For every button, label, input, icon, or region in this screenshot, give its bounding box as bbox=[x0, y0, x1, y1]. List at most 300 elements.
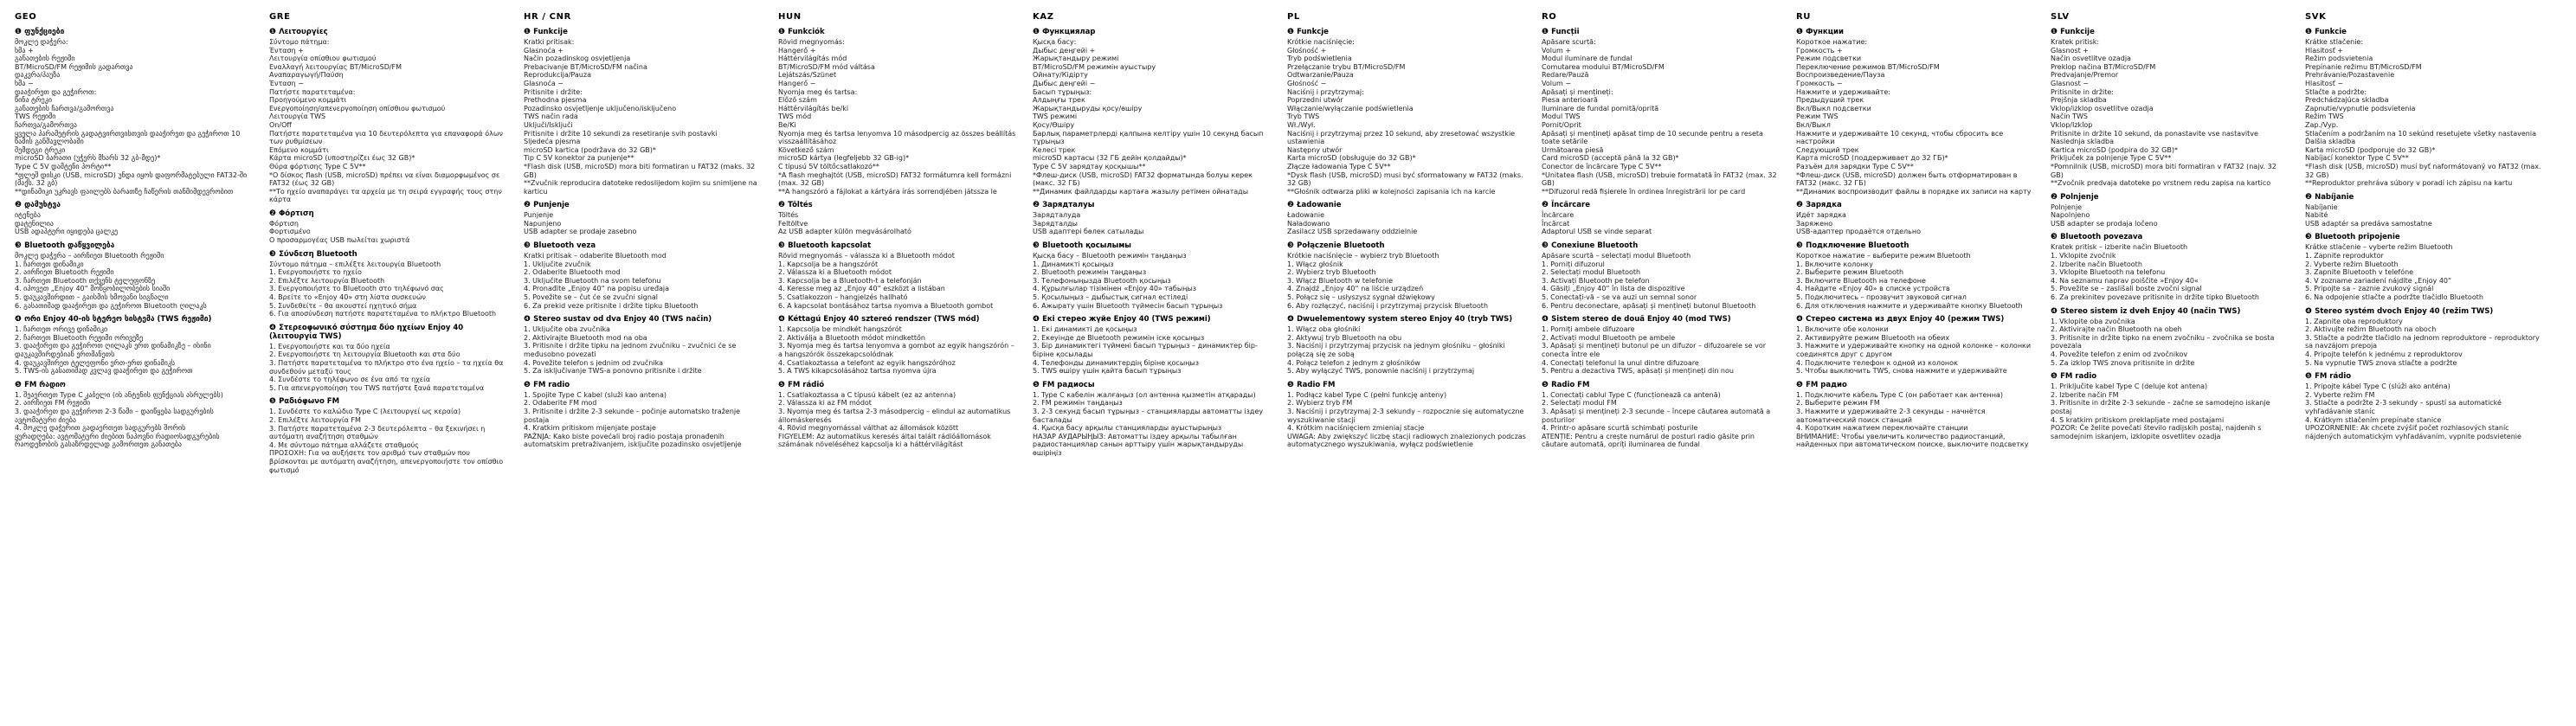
instruction-line: 2. Aktywuj tryb Bluetooth na obu bbox=[1287, 333, 1402, 342]
instruction-line: Krótkie naciśnięcie – wybierz tryb Bluetooth bbox=[1287, 252, 1439, 260]
instruction-line: Următoarea piesă bbox=[1542, 145, 1604, 154]
instruction-line: Încărcare bbox=[1542, 211, 1575, 220]
instruction-line: 3. Apăsați și mențineți butonul pe un difuzor – difuzoarele se vor conecta între ele bbox=[1542, 342, 1766, 358]
section-number-icon: ❶ bbox=[1033, 28, 1040, 36]
section-number-icon: ❷ bbox=[524, 201, 531, 210]
instruction-line: Келесі трек bbox=[1033, 145, 1076, 154]
instruction-line: 1. შეაერთეთ Type C კაბელი (ის ანტენის ფუნქციას ასრულებს) bbox=[15, 390, 223, 399]
section-title-text: Екі стерео жүйе Enjoy 40 (TWS режимі) bbox=[1042, 315, 1211, 324]
instruction-line: *Pomnilnik (USB, microSD) mora biti formatiran v FAT32 (najv. 32 GB) bbox=[2051, 162, 2277, 179]
instruction-line: Ενεργοποίηση/απενεργοποίηση οπίσθιου φωτισμού bbox=[269, 104, 446, 112]
instruction-line: FIGYELEM: Az automatikus keresés által talált rádióállomások számának növeléséhez kapcsolja ki a háttérvilágítást bbox=[778, 432, 991, 449]
instruction-line: 4. მოკლე დაჭერით გადაერთეთ სადგურებს შორის bbox=[15, 424, 186, 433]
instruction-line: **Динамик файлдарды картаға жазылу ретімен ойнатады bbox=[1033, 187, 1249, 196]
section-title-text: Conexiune Bluetooth bbox=[1551, 241, 1639, 251]
section-number-icon: ❸ bbox=[269, 249, 277, 259]
instruction-line: Pozadinsko osvjetljenje uključeno/isključeno bbox=[524, 104, 677, 112]
section-title bbox=[1033, 201, 1273, 209]
instruction-line: 4. Na seznamu naprav poiščite »Enjoy 40« bbox=[2051, 276, 2199, 285]
instruction-line: Vklop/Izklop bbox=[2051, 120, 2093, 129]
section-title-text: Funcții bbox=[1551, 28, 1580, 36]
instruction-line: Apăsați și mențineți: bbox=[1542, 87, 1613, 96]
instruction-line: 2. Aktiválja a Bluetooth módot mindkettőn bbox=[778, 333, 926, 342]
instruction-line: Қысқа басу: bbox=[1033, 38, 1077, 46]
instruction-line: Ďalšia skladba bbox=[2305, 138, 2356, 146]
instruction-line: 4. Csatlakoztassa a telefont az egyik hangszóróhoz bbox=[778, 358, 956, 367]
instruction-line: 4. Pronađite „Enjoy 40“ na popisu uređaja bbox=[524, 285, 670, 293]
section-title bbox=[524, 381, 764, 389]
instruction-line: დაკვრა/პაუზა bbox=[15, 71, 61, 80]
instruction-line: **Reproduktor prehráva súbory v poradí ich zápisu na kartu bbox=[2305, 179, 2513, 188]
section-title-text: FM rádio bbox=[2315, 372, 2352, 382]
instruction-line: Короткое нажатие – выберите режим Bluetooth bbox=[1796, 252, 1971, 260]
instruction-line: Glasnost − bbox=[2051, 79, 2090, 87]
instruction-line: 5. დაუკავშირდით – გაისმის ხმოვანი სიგნალი bbox=[15, 293, 169, 302]
instruction-line: Pritisnite in držite 10 sekund, da ponastavite vse nastavitve bbox=[2051, 129, 2258, 138]
instruction-line: 1. Vklopite zvočnik bbox=[2051, 252, 2116, 260]
section-number-icon: ❶ bbox=[269, 28, 277, 36]
instruction-line: 3. Uključite Bluetooth na svom telefonu bbox=[524, 276, 661, 285]
section-title bbox=[2051, 193, 2291, 202]
instruction-line: 2. Wybierz tryb Bluetooth bbox=[1287, 268, 1376, 277]
instruction-line: Следующий трек bbox=[1796, 145, 1859, 154]
instruction-line: 5. Za isključivanje TWS-a ponovno pritisnite i držite bbox=[524, 367, 702, 376]
section-title-text: Зарядка bbox=[1806, 201, 1842, 210]
instruction-line: Card microSD (acceptă până la 32 GB)* bbox=[1542, 154, 1679, 163]
instruction-line: 3. Телефоныңызда Bluetooth қосыңыз bbox=[1033, 276, 1171, 285]
instruction-line: 5. Połącz się – usłyszysz sygnał dźwiękowy bbox=[1287, 293, 1435, 302]
instruction-line: **Głośnik odtwarza pliki w kolejności zapisania ich na karcie bbox=[1287, 187, 1496, 196]
language-code: PL bbox=[1287, 12, 1300, 22]
section-number-icon: ❹ bbox=[1287, 315, 1295, 324]
instruction-line: 5. Na vypnutie TWS znova stlačte a podržte bbox=[2305, 358, 2457, 367]
section-title bbox=[269, 250, 510, 259]
section-title bbox=[1542, 241, 1782, 250]
instruction-line: ყველა პარამეტრის გადატვირთვისთვის დააჭირეთ და გეჭიროთ 10 წამის განმავლობაში bbox=[15, 129, 241, 146]
instruction-line: Θύρα φόρτισης Type C 5V** bbox=[269, 162, 366, 170]
section-title bbox=[1287, 381, 1528, 389]
instruction-line: 4. Құрылғылар тізімінен «Enjoy 40» табыңыз bbox=[1033, 285, 1197, 293]
instruction-line: 2. Ενεργοποιήστε τη λειτουργία Bluetooth και στα δύο bbox=[269, 350, 460, 359]
instruction-line: *Flash disk (USB, microSD) mora biti formatiran u FAT32 (maks. 32 GB) bbox=[524, 162, 756, 179]
instruction-line: Polnjenje bbox=[2051, 202, 2083, 211]
section-title-text: Stereo sistem iz dveh Enjoy 40 (način TWS) bbox=[2060, 306, 2241, 316]
instruction-line: **A hangszóró a fájlokat a kártyára írás sorrendjében játssza le bbox=[778, 187, 997, 196]
instruction-line: BT/MicroSD/FM режимін ауыстыру bbox=[1033, 62, 1156, 71]
section-number-icon: ❺ bbox=[15, 380, 23, 389]
instruction-line: Priključek za polnjenje Type C 5V** bbox=[2051, 154, 2172, 163]
section-number-icon: ❶ bbox=[1287, 28, 1295, 36]
language-column-ro bbox=[1542, 12, 1782, 449]
section-title-text: FM радиосы bbox=[1042, 380, 1095, 389]
instruction-line: Nyomja meg és tartsa lenyomva 10 másodpercig az összes beállítás visszaállításához bbox=[778, 129, 1016, 146]
instruction-line: 1. Включите колонку bbox=[1796, 260, 1873, 268]
instruction-line: **დინამიკი უკრავს ფაილებს ბარათზე ჩაწერის თანმიმდევრობით bbox=[15, 187, 234, 196]
section-title-text: Nabíjanie bbox=[2315, 192, 2354, 202]
section-title bbox=[1796, 381, 2037, 389]
instruction-line: Tryb podświetlenia bbox=[1287, 55, 1352, 63]
instruction-line: Prejšnja skladba bbox=[2051, 96, 2107, 105]
section-title-text: Funkcije bbox=[2060, 28, 2095, 36]
section-title bbox=[15, 28, 255, 36]
instruction-line: 3. Zapnite Bluetooth v telefóne bbox=[2305, 268, 2414, 277]
instruction-line: 2. Selectați modul Bluetooth bbox=[1542, 268, 1641, 277]
instruction-line: 4. V zozname zariadení nájdite „Enjoy 40“ bbox=[2305, 276, 2452, 285]
instruction-line: Naciśnij i przytrzymaj: bbox=[1287, 87, 1364, 96]
instruction-line: Pritisnite in držite: bbox=[2051, 87, 2114, 96]
instruction-line: Hangerő − bbox=[778, 79, 816, 87]
instruction-line: Režim TWS bbox=[2305, 112, 2344, 121]
section-number-icon: ❸ bbox=[1796, 241, 1804, 251]
instruction-line: 3. Нажмите и удерживайте кнопку на одной колонке – колонки соединятся друг с другом bbox=[1796, 342, 2032, 358]
instruction-line: დააჭირეთ და გეჭიროთ: bbox=[15, 87, 97, 96]
section-title bbox=[1033, 381, 1273, 389]
instruction-line: On/Off bbox=[269, 120, 292, 129]
instruction-line: 1. ჩართეთ ორივე დინამიკი bbox=[15, 325, 108, 334]
instruction-line: 5. Povežite se – čut će se zvučni signal bbox=[524, 293, 659, 302]
section-title bbox=[778, 315, 1019, 324]
instruction-line: 4. Қысқа басу арқылы станцияларды ауыстырыңыз bbox=[1033, 424, 1222, 433]
instruction-line: ყურადღება: ავტომატური ძიებით ნაპოვნი რადიოსადგურების რაოდენობის გასაზრდელად გამორთეთ განათება bbox=[15, 432, 220, 449]
instruction-line: 4. Keresse meg az „Enjoy 40“ eszközt a listában bbox=[778, 285, 945, 293]
section-title bbox=[2305, 372, 2546, 381]
instruction-line: 4. Подключите телефон к одной из колонок bbox=[1796, 358, 1958, 367]
section-title bbox=[1796, 201, 2037, 209]
instruction-line: 2. Выберите режим FM bbox=[1796, 399, 1880, 408]
instruction-line: Pritisnite i držite: bbox=[524, 87, 583, 96]
section-title bbox=[524, 28, 764, 36]
instruction-line: 4. Krátkym stlačením prepínate stanice bbox=[2305, 415, 2442, 424]
section-title bbox=[524, 201, 764, 209]
language-code: GRE bbox=[269, 12, 291, 22]
instruction-line: Tryb TWS bbox=[1287, 112, 1320, 121]
instruction-line: 5. Για απενεργοποίηση του TWS πατήστε ξανά παρατεταμένα bbox=[269, 383, 485, 392]
instruction-line: 1. Porniți difuzorul bbox=[1542, 260, 1605, 268]
instruction-line: 4. Połącz telefon z jednym z głośników bbox=[1287, 358, 1420, 367]
instruction-line: Następny utwór bbox=[1287, 145, 1343, 154]
instruction-line: Ένταση − bbox=[269, 79, 304, 87]
section-title bbox=[1033, 315, 1273, 324]
instruction-line: Feltöltve bbox=[778, 219, 808, 228]
instruction-line: Зарядталуда bbox=[1033, 211, 1081, 220]
instruction-line: 2. Wybierz tryb FM bbox=[1287, 399, 1353, 408]
section-title-text: Функциялар bbox=[1042, 28, 1096, 36]
section-number-icon: ❸ bbox=[1542, 241, 1549, 251]
instruction-line: Жарықтандыруды қосу/өшіру bbox=[1033, 104, 1143, 112]
instruction-line: 3. 2-3 секунд басып тұрыңыз – станцияларды автоматты іздеу басталады bbox=[1033, 407, 1264, 424]
instruction-line: 1. Vklopite oba zvočnika bbox=[2051, 317, 2135, 325]
instruction-line: microSD картасы (32 ГБ дейін қолдайды)* bbox=[1033, 154, 1187, 163]
section-number-icon: ❷ bbox=[778, 201, 786, 210]
instruction-line: 3. Ενεργοποιήστε το Bluetooth στο τηλέφωνό σας bbox=[269, 285, 444, 293]
instruction-line: Apăsare scurtă – selectați modul Bluetooth bbox=[1542, 252, 1691, 260]
instruction-line: Rövid megnyomás – válassza ki a Bluetooth módot bbox=[778, 252, 955, 260]
section-title-text: Funkcie bbox=[2315, 28, 2347, 36]
section-number-icon: ❹ bbox=[1796, 315, 1804, 324]
instruction-line: Алдыңғы трек bbox=[1033, 96, 1085, 105]
instruction-line: НАЗАР АУДАРЫҢЫЗ: Автоматты іздеу арқылы табылған радиостанциялар санын арттыру үшін жарықтандыруды өшіріңіз bbox=[1033, 432, 1244, 457]
instruction-line: Kratek pritisk: bbox=[2051, 38, 2100, 46]
section-title-text: Stereo systém dvoch Enjoy 40 (režim TWS) bbox=[2315, 306, 2494, 316]
section-title bbox=[15, 315, 255, 324]
language-column-hun bbox=[778, 12, 1019, 449]
section-title bbox=[778, 241, 1019, 250]
language-code: SVK bbox=[2305, 12, 2327, 22]
section-title bbox=[15, 241, 255, 250]
instruction-line: Зарядталды bbox=[1033, 219, 1078, 228]
language-column-geo bbox=[15, 12, 255, 449]
instruction-line: 2. Aktivirajte način Bluetooth na obeh bbox=[2051, 325, 2182, 334]
instruction-line: Заряжено bbox=[1796, 219, 1833, 228]
section-title-text: Stereo sustav od dva Enjoy 40 (TWS način) bbox=[533, 315, 712, 324]
instruction-line: 5. Csatlakozzon – hangjelzés hallható bbox=[778, 293, 908, 302]
instruction-line: USB adapter se prodaje zasebno bbox=[524, 228, 637, 236]
instruction-line: 1. Zapnite reproduktor bbox=[2305, 252, 2384, 260]
instruction-line: PAŽNJA: Kako biste povećali broj radio postaja pronađenih automatskim pretraživanjem, isključite pozadinsko osvjetljenje bbox=[524, 432, 742, 449]
instruction-line: 4. Printr-o apăsare scurtă schimbați posturile bbox=[1542, 424, 1698, 433]
instruction-line: Nyomja meg és tartsa: bbox=[778, 87, 858, 96]
section-title bbox=[1542, 315, 1782, 324]
instruction-line: 1. Podłącz kabel Type C (pełni funkcję anteny) bbox=[1287, 390, 1447, 399]
instruction-line: 6. Na odpojenie stlačte a podržte tlačidlo Bluetooth bbox=[2305, 293, 2483, 302]
instruction-line: Złącze ładowania Type C 5V** bbox=[1287, 162, 1391, 170]
instruction-line: Идёт зарядка bbox=[1796, 211, 1846, 220]
instruction-line: 4. დაუკავშირეთ ტელეფონი ერთ-ერთ დინამიკს bbox=[15, 358, 176, 367]
instruction-line: *Unitatea flash (USB, microSD) trebuie formatată în FAT32 (max. 32 GB) bbox=[1542, 170, 1777, 188]
instruction-line: Επόμενο κομμάτι bbox=[269, 145, 329, 154]
instruction-line: Háttérvilágítás mód bbox=[778, 55, 847, 63]
instruction-line: Kratki pritisak: bbox=[524, 38, 575, 46]
instruction-line: 3. ჩართეთ Bluetooth თქვენს ტელეფონზე bbox=[15, 276, 156, 285]
instruction-line: 2. აირჩიეთ FM რეჟიმი bbox=[15, 399, 91, 408]
instruction-line: Odtwarzanie/Pauza bbox=[1287, 71, 1354, 80]
instruction-line: 1. Συνδέστε το καλώδιο Type C (λειτουργεί ως κεραία) bbox=[269, 408, 461, 416]
section-title bbox=[2305, 28, 2546, 36]
section-title bbox=[1287, 315, 1528, 324]
section-number-icon: ❺ bbox=[1796, 380, 1804, 389]
instruction-line: Glasnoća + bbox=[524, 46, 564, 55]
instruction-line: **Difuzorul redă fișierele în ordinea înregistrării lor pe card bbox=[1542, 187, 1746, 196]
instruction-line: ΠΡΟΣΟΧΗ: Για να αυξήσετε τον αριθμό των σταθμών που βρίσκονται με αυτόματη αναζήτηση, απενεργοποιήστε τον οπίσθιο φωτισμό bbox=[269, 449, 504, 474]
section-title bbox=[1796, 315, 2037, 324]
instruction-line: Conector de încărcare Type C 5V** bbox=[1542, 162, 1662, 170]
instruction-line: Przełączanie trybu BT/MicroSD/FM bbox=[1287, 62, 1406, 71]
instruction-line: *Dysk flash (USB, microSD) musi być sformatowany w FAT32 (maks. 32 GB) bbox=[1287, 170, 1523, 188]
instruction-line: Громкость + bbox=[1796, 46, 1843, 55]
instruction-line: Дыбыс деңгейі − bbox=[1033, 79, 1096, 87]
section-number-icon: ❶ bbox=[1796, 28, 1804, 36]
instruction-line: Kratki pritisak – odaberite Bluetooth mod bbox=[524, 252, 667, 260]
instruction-line: 1. Csatlakoztassa a C típusú kábelt (ez az antenna) bbox=[778, 390, 956, 399]
instruction-line: Adaptorul USB se vinde separat bbox=[1542, 228, 1652, 236]
instruction-line: USB adaptér sa predáva samostatne bbox=[2305, 219, 2432, 228]
instruction-line: Piesa anterioară bbox=[1542, 96, 1598, 105]
instruction-line: 3. Πατήστε παρατεταμένα 2-3 δευτερόλεπτα – θα ξεκινήσει η αυτόματη αναζήτηση σταθμών bbox=[269, 424, 486, 441]
instruction-line: 1. Włącz oba głośniki bbox=[1287, 325, 1361, 334]
section-title bbox=[1796, 28, 2037, 36]
instruction-line: Nabité bbox=[2305, 211, 2328, 220]
section-title-text: Ραδιόφωνο FM bbox=[279, 397, 340, 407]
instruction-line: Type C 5V დამტენი პორტი** bbox=[15, 162, 112, 170]
instruction-line: 3. Kapcsolja be a Bluetooth-t a telefonján bbox=[778, 276, 922, 285]
section-number-icon: ❷ bbox=[1033, 201, 1040, 210]
instruction-line: 5. Conectați-vă – se va auzi un semnal sonor bbox=[1542, 293, 1697, 302]
section-title-text: FM rádió bbox=[788, 380, 825, 389]
instruction-line: 3. Activați Bluetooth pe telefon bbox=[1542, 276, 1650, 285]
section-title-text: Bluetooth pripojenie bbox=[2315, 233, 2400, 242]
instruction-line: 3. Vklopite Bluetooth na telefonu bbox=[2051, 268, 2166, 277]
instruction-line: 2. Selectați modul FM bbox=[1542, 399, 1617, 408]
instruction-line: 5. Povežite se – zaslišali boste zvočni signal bbox=[2051, 285, 2202, 293]
instruction-line: Redare/Pauză bbox=[1542, 71, 1589, 80]
instruction-line: 3. Pritisnite in držite 2-3 sekunde – začne se samodejno iskanje postaj bbox=[2051, 399, 2270, 415]
instruction-line: Rövid megnyomás: bbox=[778, 38, 845, 46]
instruction-line: 2. FM режимін таңдаңыз bbox=[1033, 399, 1123, 408]
section-number-icon: ❷ bbox=[2051, 192, 2058, 202]
section-title-text: Стерео система из двух Enjoy 40 (режим TWS) bbox=[1806, 315, 2005, 324]
instruction-line: Режим подсветки bbox=[1796, 55, 1862, 63]
section-number-icon: ❸ bbox=[2051, 233, 2058, 242]
section-title bbox=[524, 241, 764, 250]
instruction-line: 5. Συνδεθείτε – θα ακουστεί ηχητικό σήμα bbox=[269, 301, 417, 310]
instruction-line: 5. Pentru a dezactiva TWS, apăsați și mențineți din nou bbox=[1542, 367, 1734, 376]
section-title-text: Radio FM bbox=[1297, 380, 1336, 389]
instruction-line: Napunjeno bbox=[524, 219, 562, 228]
section-number-icon: ❶ bbox=[1542, 28, 1549, 36]
instruction-line: 4. იპოვეთ „Enjoy 40“ მოწყობილობების სიაში bbox=[15, 285, 171, 293]
instruction-line: microSD kártya (legfeljebb 32 GB-ig)* bbox=[778, 154, 910, 163]
instruction-line: Φόρτιση bbox=[269, 219, 299, 228]
section-title bbox=[1796, 241, 2037, 250]
instruction-line: 6. Для отключения нажмите и удерживайте кнопку Bluetooth bbox=[1796, 301, 2023, 310]
instruction-line: 3. Apăsați și mențineți 2-3 secunde – începe căutarea automată a posturilor bbox=[1542, 407, 1771, 424]
instruction-line: 4. Βρείτε το «Enjoy 40» στη λίστα συσκευών bbox=[269, 293, 426, 302]
instruction-line: 1. Подключите кабель Type C (он работает как антенна) bbox=[1796, 390, 2003, 399]
instruction-line: 1. Kapcsolja be mindkét hangszórót bbox=[778, 325, 902, 334]
instruction-line: Karta microSD (podporuje do 32 GB)* bbox=[2305, 145, 2436, 154]
instruction-line: Қосу/Өшіру bbox=[1033, 120, 1075, 129]
section-title bbox=[778, 28, 1019, 36]
section-number-icon: ❹ bbox=[2305, 306, 2313, 316]
instruction-line: წინა ტრეკი bbox=[15, 96, 52, 105]
instruction-line: 3. Nyomja meg és tartsa 2-3 másodpercig – elindul az automatikus állomáskeresés bbox=[778, 407, 1011, 424]
instruction-line: 6. Aby rozłączyć, naciśnij i przytrzymaj przycisk Bluetooth bbox=[1287, 301, 1489, 310]
instruction-line: 2. Επιλέξτε λειτουργία FM bbox=[269, 415, 361, 424]
instruction-line: 5. Za izklop TWS znova pritisnite in držite bbox=[2051, 358, 2195, 367]
instruction-line: Punjenje bbox=[524, 211, 554, 220]
section-number-icon: ❹ bbox=[2051, 306, 2058, 316]
instruction-line: BT/MicroSD/FM რეჟიმის გადართვა bbox=[15, 62, 133, 71]
instruction-line: Vklop/izklop osvetlitve ozadja bbox=[2051, 104, 2154, 112]
section-number-icon: ❹ bbox=[778, 315, 786, 324]
instruction-line: ხმა + bbox=[15, 46, 34, 55]
section-title-text: Στερεοφωνικό σύστημα δύο ηχείων Enjoy 40 (λειτουργία TWS) bbox=[269, 323, 464, 341]
section-number-icon: ❷ bbox=[15, 201, 23, 210]
instruction-line: Glasnost + bbox=[2051, 46, 2090, 55]
instruction-line: 1. Pripojte kábel Type C (slúži ako anténa) bbox=[2305, 382, 2450, 391]
instruction-line: Режим TWS bbox=[1796, 112, 1839, 121]
instruction-line: Apăsați și mențineți apăsat timp de 10 secunde pentru a reseta toate setările bbox=[1542, 129, 1763, 146]
section-number-icon: ❷ bbox=[1542, 201, 1549, 210]
instruction-line: Poprzedni utwór bbox=[1287, 96, 1343, 105]
instruction-line: Krátke stlačenie – vyberte režim Bluetooth bbox=[2305, 243, 2453, 252]
language-code: GEO bbox=[15, 12, 37, 22]
instruction-line: Λειτουργία οπίσθιου φωτισμού bbox=[269, 55, 377, 63]
section-number-icon: ❺ bbox=[1287, 380, 1295, 389]
instruction-line: იტენება bbox=[15, 211, 41, 220]
section-title-text: FM რადიო bbox=[24, 380, 66, 389]
instruction-line: Громкость − bbox=[1796, 79, 1843, 87]
instruction-line: 4. Povežite telefon z enim od zvočnikov bbox=[2051, 350, 2188, 358]
language-code: SLV bbox=[2051, 12, 2070, 22]
instruction-line: Volum − bbox=[1542, 79, 1572, 87]
instruction-line: 5. A TWS kikapcsolásához tartsa nyomva újra bbox=[778, 367, 937, 376]
instruction-line: Жарықтандыру режимі bbox=[1033, 55, 1119, 63]
instruction-line: 2. ჩართეთ Bluetooth რეჟიმი ორივეზე bbox=[15, 333, 144, 342]
instruction-line: Карта microSD (поддерживает до 32 ГБ)* bbox=[1796, 154, 1948, 163]
language-column-kaz bbox=[1033, 12, 1273, 458]
section-title bbox=[269, 324, 510, 341]
instruction-line: შემდეგი ტრეკი bbox=[15, 145, 66, 154]
section-number-icon: ❸ bbox=[2305, 233, 2313, 242]
section-title-text: Połączenie Bluetooth bbox=[1297, 241, 1385, 251]
section-title bbox=[269, 397, 510, 406]
instruction-line: Napolnjeno bbox=[2051, 211, 2090, 220]
section-title-text: FM радио bbox=[1806, 380, 1847, 389]
section-title-text: Funkcje bbox=[1297, 28, 1329, 36]
section-title-text: Radio FM bbox=[1551, 380, 1590, 389]
section-number-icon: ❺ bbox=[1033, 380, 1040, 389]
instruction-line: Pornit/Oprit bbox=[1542, 120, 1581, 129]
instruction-line: USB ადაპტერი იყიდება ცალკე bbox=[15, 228, 119, 236]
instruction-line: 2. Vyberte režim FM bbox=[2305, 390, 2375, 399]
section-number-icon: ❺ bbox=[2051, 372, 2058, 382]
instruction-line: Ładowanie bbox=[1287, 211, 1325, 220]
instruction-line: 4. Găsiți „Enjoy 40“ în lista de dispozitive bbox=[1542, 285, 1685, 293]
instruction-line: 4. Με σύντομο πάτημα αλλάζετε σταθμούς bbox=[269, 440, 419, 449]
section-title bbox=[269, 28, 510, 36]
section-title-text: Φόρτιση bbox=[279, 209, 314, 218]
instruction-line: Încărcat bbox=[1542, 219, 1570, 228]
section-number-icon: ❶ bbox=[778, 28, 786, 36]
instruction-line: 2. Activați modul Bluetooth pe ambele bbox=[1542, 333, 1676, 342]
section-title-text: Sistem stereo de două Enjoy 40 (mod TWS) bbox=[1551, 315, 1731, 324]
instruction-line: 2. აირჩიეთ Bluetooth რეჟიმი bbox=[15, 268, 114, 277]
section-number-icon: ❺ bbox=[1542, 380, 1549, 389]
instruction-line: Πατήστε παρατεταμένα για 10 δευτερόλεπτα για επαναφορά όλων των ρυθμίσεων bbox=[269, 129, 504, 146]
instruction-line: microSD ბარათი (უჭერს მხარს 32 გბ-მდე)* bbox=[15, 154, 161, 163]
section-title-text: Подключение Bluetooth bbox=[1806, 241, 1909, 251]
section-title-text: Funkcije bbox=[533, 28, 568, 36]
instruction-line: UPOZORNENIE: Ak chcete zvýšiť počet rozhlasových staníc nájdených automatickým vyhľadávaním, vypnite podsvietenie bbox=[2305, 424, 2521, 440]
instruction-line: 4. Conectați telefonul la unul dintre difuzoare bbox=[1542, 358, 1699, 367]
instruction-line: BT/MicroSD/FM mód váltása bbox=[778, 62, 875, 71]
instruction-line: ВНИМАНИЕ: Чтобы увеличить количество радиостанций, найденных при автоматическом поиске, выключите подсветку bbox=[1796, 432, 2029, 449]
instruction-line: 3. Πατήστε παρατεταμένα το πλήκτρο στο ένα ηχείο – τα ηχεία θα συνδεθούν μεταξύ τους bbox=[269, 359, 504, 376]
instruction-line: 2. Aktivirajte Bluetooth mod na oba bbox=[524, 333, 647, 342]
section-title-text: Bluetooth დაწყვილება bbox=[24, 241, 115, 251]
instruction-line: 3. Nyomja meg és tartsa lenyomva a gombot az egyik hangszórón – a hangszórók összekapcsolódnak bbox=[778, 342, 1014, 358]
instruction-line: Krátke stlačenie: bbox=[2305, 38, 2364, 46]
instruction-line: *A flash meghajtót (USB, microSD) FAT32 formátumra kell formázni (max. 32 GB) bbox=[778, 170, 1012, 188]
instruction-line: 1. Type C кабелін жалғаңыз (ол антенна қызметін атқарады) bbox=[1033, 390, 1256, 399]
instruction-line: 2. Izberite način FM bbox=[2051, 390, 2119, 399]
instruction-line: 6. Za prekid veze pritisnite i držite tipku Bluetooth bbox=[524, 301, 699, 310]
section-title bbox=[1542, 201, 1782, 209]
instruction-line: 1. Uključite zvučnik bbox=[524, 260, 591, 268]
instruction-line: მოკლე დაჭერა: bbox=[15, 38, 68, 46]
instruction-line: 1. Porniți ambele difuzoare bbox=[1542, 325, 1635, 334]
